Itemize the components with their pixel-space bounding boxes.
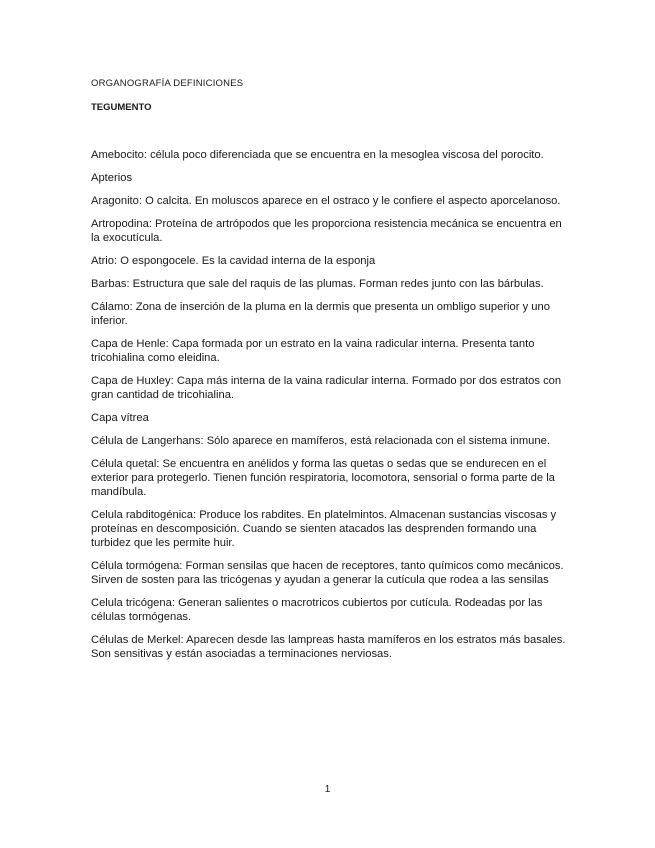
definition-entry: Barbas: Estructura que sale del raquis de las plumas. Forman redes junto con las bárbulas. — [91, 278, 544, 290]
definition-entry: Capa de Huxley: Capa más interna de la vaina radicular interna. Formado por dos estratos con gran cantidad de tricohialina. — [91, 375, 562, 401]
definition-entry: Células de Merkel: Aparecen desde las lampreas hasta mamíferos en los estratos más basales. Son sensitivas y están asociadas a terminaciones nerviosas. — [91, 634, 566, 660]
definition-entry: Atrio: O espongocele. Es la cavidad interna de la esponja — [91, 255, 376, 267]
definition-entry: Capa de Henle: Capa formada por un estrato en la vaina radicular interna. Presenta tanto tricohialina como eleidina. — [91, 338, 535, 364]
definition-entry: Celula tricógena: Generan salientes o macrotricos cubiertos por cutícula. Rodeadas por las células tormógenas. — [91, 597, 543, 623]
section-heading: TEGUMENTO — [91, 102, 152, 113]
definition-entry: Artropodina: Proteína de artrópodos que les proporciona resistencia mecánica se encuentra en la exocutícula. — [91, 218, 562, 244]
definition-entry: Apterios — [91, 172, 133, 184]
definitions-list — [91, 148, 571, 670]
definition-entry: Capa vítrea — [91, 412, 149, 424]
definition-entry: Amebocito: célula poco diferenciada que se encuentra en la mesoglea viscosa del porocito. — [91, 149, 544, 161]
definition-entry: Aragonito: O calcita. En moluscos aparece en el ostraco y le confiere el aspecto aporcelanoso. — [91, 195, 561, 207]
document-title: ORGANOGRAFÍA DEFINICIONES — [91, 78, 244, 89]
definition-entry: Célula de Langerhans: Sólo aparece en mamíferos, está relacionada con el sistema inmune. — [91, 435, 550, 447]
page-number: 1 — [324, 784, 331, 795]
definition-entry: Cálamo: Zona de inserción de la pluma en la dermis que presenta un ombligo superior y uno inferior. — [91, 301, 550, 327]
definition-entry: Celula rabditogénica: Produce los rabdites. En platelmintos. Almacenan sustancias viscosas y proteínas en descomposición. Cuando se sienten atacados las desprenden formando una turbidez que les permite huir. — [91, 509, 557, 549]
definition-entry: Célula quetal: Se encuentra en anélidos y forma las quetas o sedas que se endurecen en el exterior para protegerlo. Tienen función respiratoria, locomotora, sensorial o forma parte de la mandíbula. — [91, 458, 555, 498]
definition-entry: Célula tormógena: Forman sensilas que hacen de receptores, tanto químicos como mecánicos. Sirven de sosten para las tricógenas y ayudan a generar la cutícula que rodea a las sensilas — [91, 560, 564, 586]
